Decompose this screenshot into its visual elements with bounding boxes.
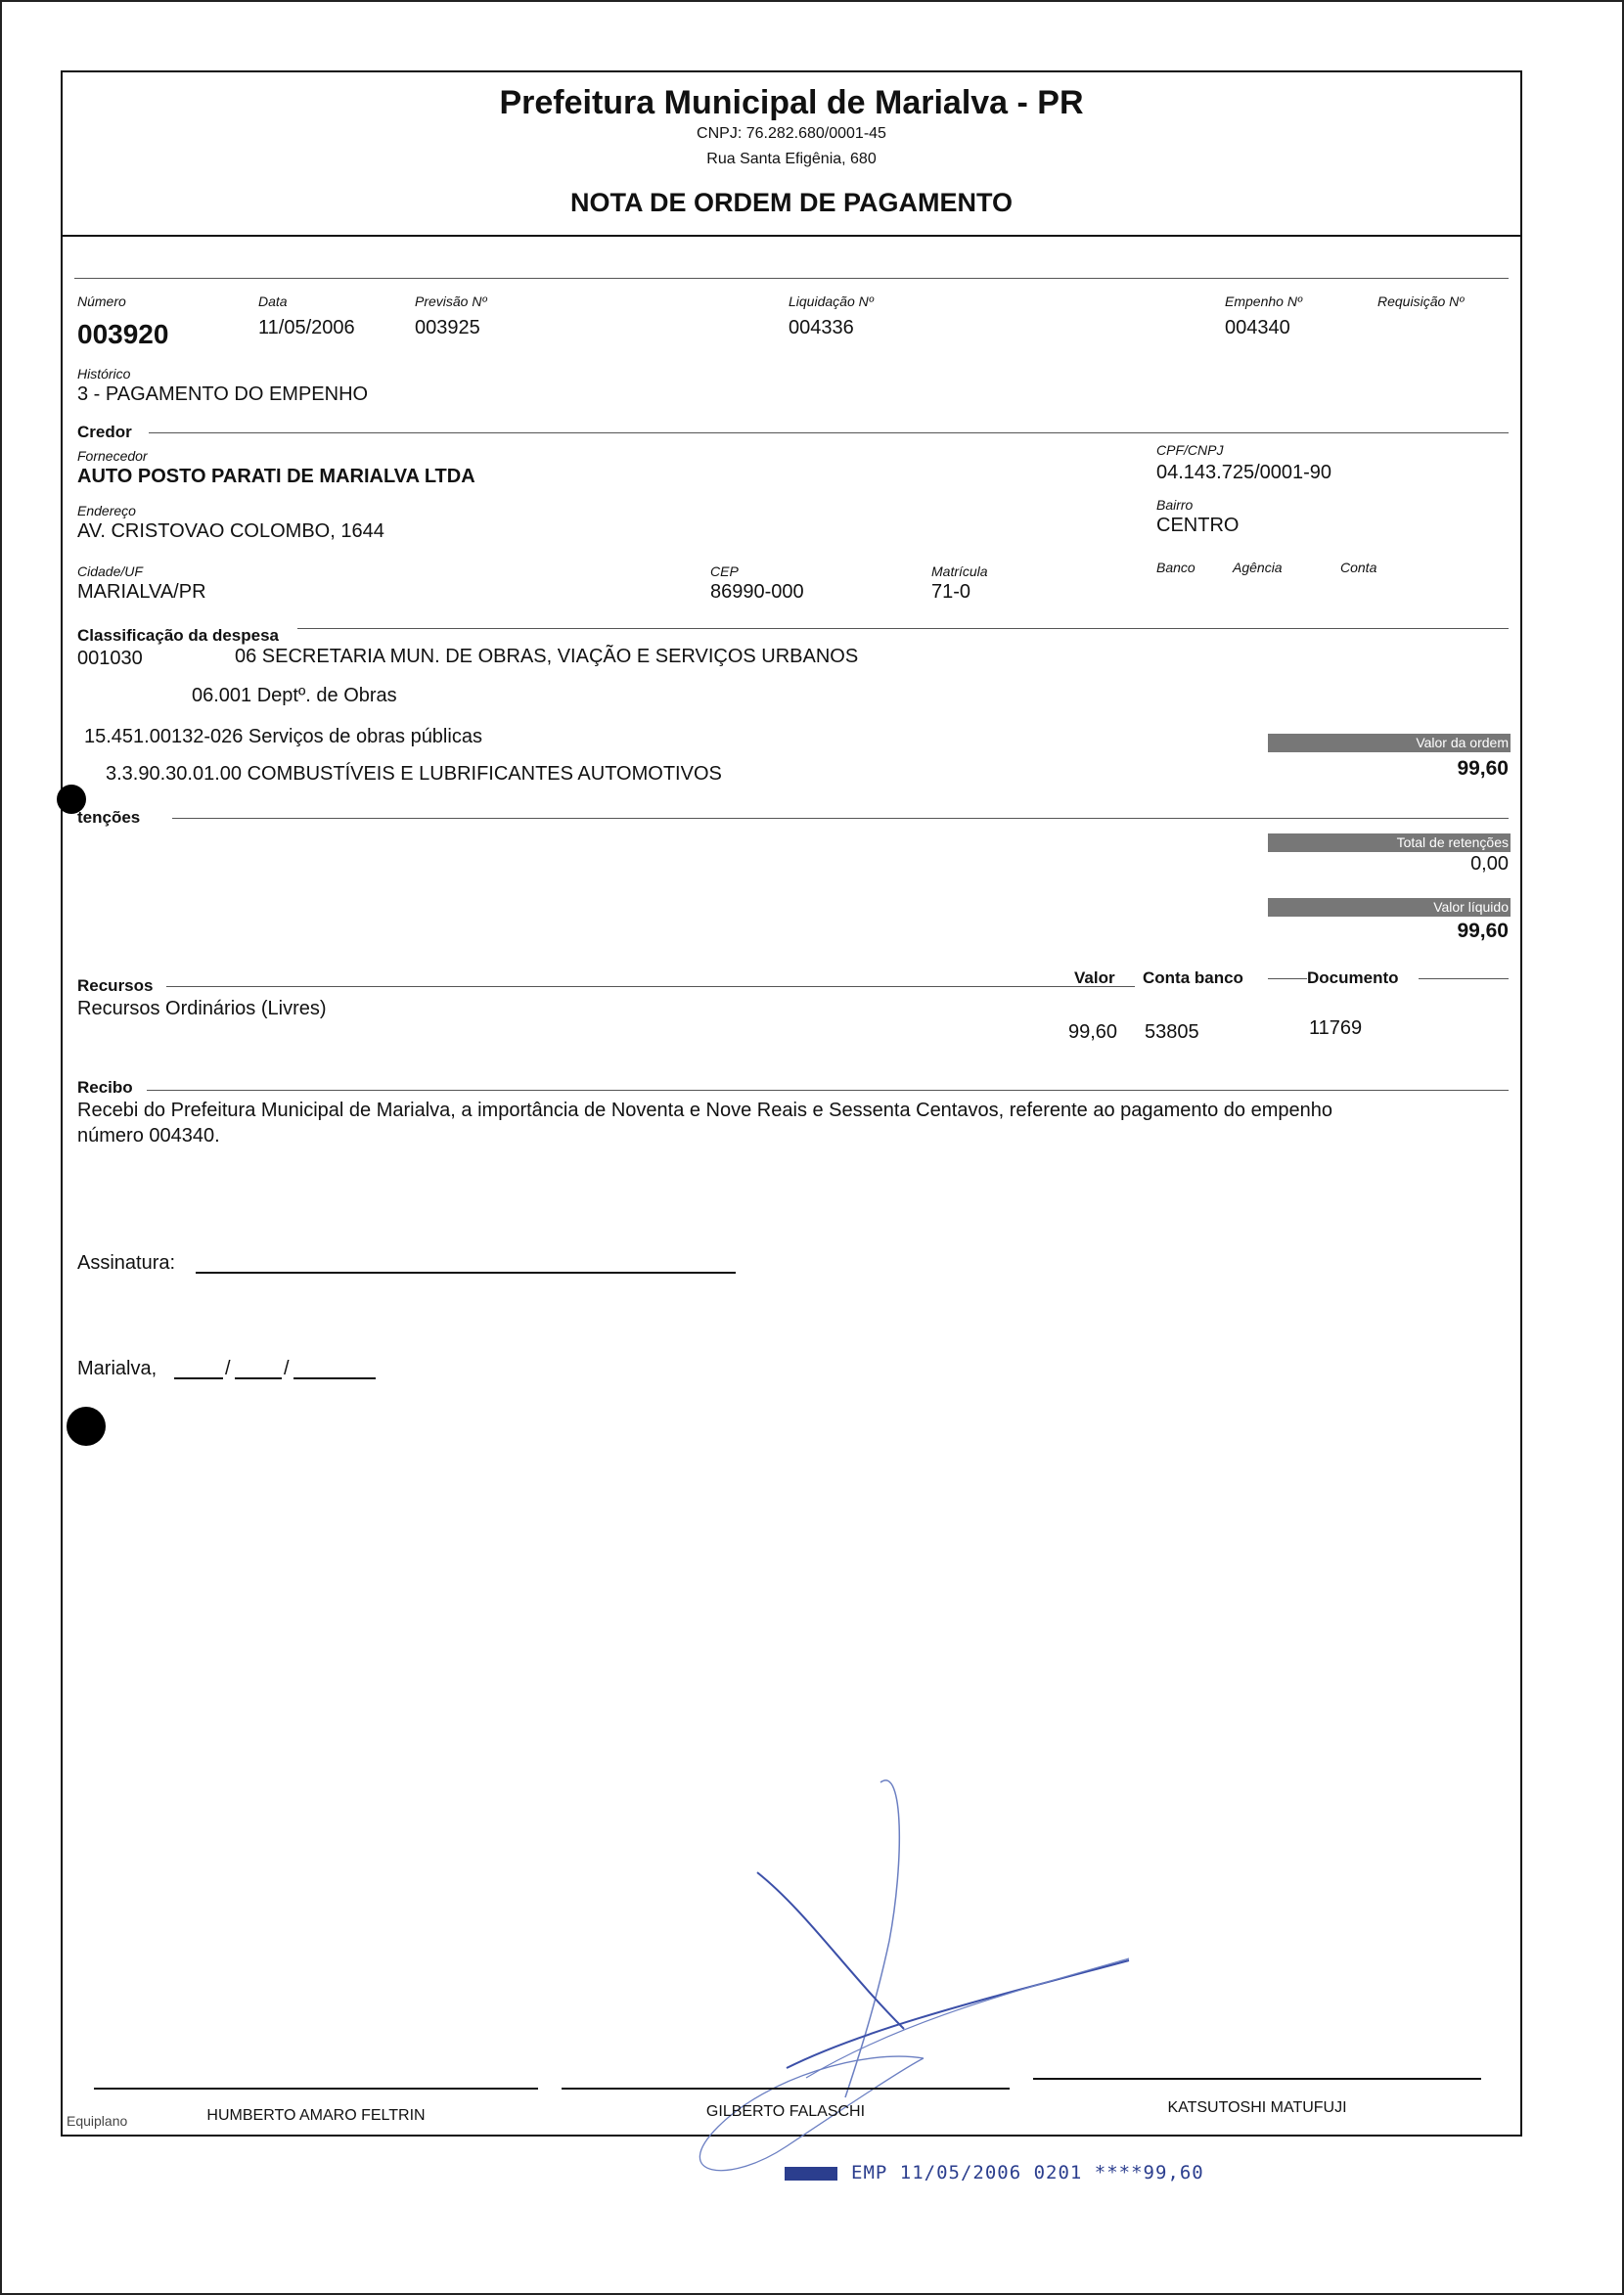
- local-data-label: Marialva,: [77, 1358, 158, 1379]
- recursos-conta-header: Conta banco: [1143, 968, 1243, 987]
- signature-line-1: [94, 2088, 538, 2090]
- bairro-value: CENTRO: [1156, 515, 1240, 536]
- recursos-section-title: Recursos: [77, 976, 154, 995]
- recursos-conta: 53805: [1145, 1021, 1199, 1043]
- cep-value: 86990-000: [710, 581, 804, 603]
- fornecedor-label: Fornecedor: [77, 448, 148, 464]
- agencia-label: Agência: [1233, 560, 1283, 575]
- data-value: 11/05/2006: [258, 317, 355, 338]
- signature-line-2: [562, 2088, 1010, 2090]
- fornecedor-value: AUTO POSTO PARATI DE MARIALVA LTDA: [77, 466, 475, 487]
- cidade-label: Cidade/UF: [77, 563, 143, 579]
- credor-rule: [149, 432, 1509, 433]
- assinatura-line[interactable]: [196, 1272, 736, 1274]
- cidade-value: MARIALVA/PR: [77, 581, 206, 603]
- year-line[interactable]: [293, 1377, 376, 1379]
- date-slash-1: /: [225, 1358, 231, 1379]
- retencoes-rule: [172, 818, 1509, 819]
- signature-line-3: [1033, 2078, 1481, 2080]
- stamp-logo-icon: [785, 2167, 837, 2181]
- classificacao-rule: [297, 628, 1509, 629]
- numero-label: Número: [77, 293, 126, 309]
- requisicao-label: Requisição Nº: [1377, 293, 1465, 309]
- data-label: Data: [258, 293, 288, 309]
- recursos-documento-header: Documento: [1307, 968, 1399, 987]
- signatory-3: KATSUTOSHI MATUFUJI: [1167, 2099, 1347, 2116]
- cep-label: CEP: [710, 563, 739, 579]
- total-retencoes-label: Total de retenções: [1268, 833, 1511, 852]
- conta-label: Conta: [1340, 560, 1377, 575]
- date-slash-2: /: [284, 1358, 290, 1379]
- programa-line: 15.451.00132-026 Serviços de obras públicas: [84, 726, 482, 747]
- recursos-rule: [166, 986, 1135, 987]
- matricula-label: Matrícula: [931, 563, 988, 579]
- liquidacao-value: 004336: [789, 317, 854, 338]
- recursos-gap-rule: [1268, 978, 1307, 979]
- liquidacao-label: Liquidação Nº: [789, 293, 874, 309]
- recursos-valor: 99,60: [1068, 1021, 1118, 1043]
- bairro-label: Bairro: [1156, 497, 1194, 513]
- address-line: Rua Santa Efigênia, 680: [706, 151, 877, 167]
- endereco-value: AV. CRISTOVAO COLOMBO, 1644: [77, 520, 384, 542]
- matricula-value: 71-0: [931, 581, 971, 603]
- recursos-valor-header: Valor: [1074, 968, 1115, 987]
- valor-liquido-value: 99,60: [1457, 920, 1509, 942]
- departamento-line: 06.001 Deptº. de Obras: [192, 685, 397, 706]
- cpf-label: CPF/CNPJ: [1156, 442, 1224, 458]
- recibo-section-title: Recibo: [77, 1078, 133, 1097]
- valor-ordem-label: Valor da ordem: [1268, 734, 1511, 752]
- signatory-2: GILBERTO FALASCHI: [705, 2103, 866, 2120]
- recursos-end-rule: [1419, 978, 1509, 979]
- recursos-descricao: Recursos Ordinários (Livres): [77, 998, 327, 1019]
- stamp-text: EMP 11/05/2006 0201 ****99,60: [851, 2162, 1204, 2183]
- cpf-value: 04.143.725/0001-90: [1156, 462, 1332, 483]
- previsao-value: 003925: [415, 317, 480, 338]
- punch-hole-mark: [67, 1407, 106, 1446]
- cnpj-line: CNPJ: 76.282.680/0001-45: [697, 125, 886, 142]
- valor-ordem-value: 99,60: [1457, 757, 1509, 780]
- numero-value: 003920: [77, 319, 169, 349]
- historico-value: 3 - PAGAMENTO DO EMPENHO: [77, 383, 369, 405]
- previsao-label: Previsão Nº: [415, 293, 487, 309]
- system-name: Equiplano: [67, 2113, 128, 2129]
- empenho-label: Empenho Nº: [1225, 293, 1303, 309]
- month-line[interactable]: [235, 1377, 282, 1379]
- banco-label: Banco: [1156, 560, 1195, 575]
- recibo-rule: [147, 1090, 1509, 1091]
- handwritten-signature: [610, 1775, 1158, 2205]
- endereco-label: Endereço: [77, 503, 136, 518]
- document-frame: [61, 70, 1522, 2137]
- classificacao-code: 001030: [77, 648, 143, 669]
- secretaria-line: 06 SECRETARIA MUN. DE OBRAS, VIAÇÃO E SERVIÇOS URBANOS: [235, 646, 859, 667]
- credor-section-title: Credor: [77, 423, 132, 441]
- recibo-text-line1: Recebi do Prefeitura Municipal de Marialva, a importância de Noventa e Nove Reais e Sessenta Centavos, referente ao pagamento do empenho: [77, 1100, 1332, 1121]
- municipality-title: Prefeitura Municipal de Marialva - PR: [499, 84, 1084, 121]
- valor-liquido-label: Valor líquido: [1268, 898, 1511, 917]
- assinatura-label: Assinatura:: [77, 1252, 176, 1274]
- historico-label: Histórico: [77, 366, 131, 382]
- total-retencoes-value: 0,00: [1470, 853, 1509, 875]
- classificacao-section-title: Classificação da despesa: [77, 626, 280, 645]
- top-rule: [74, 278, 1509, 279]
- document-title: NOTA DE ORDEM DE PAGAMENTO: [569, 188, 1013, 217]
- day-line[interactable]: [174, 1377, 223, 1379]
- header-divider: [63, 235, 1520, 237]
- empenho-value: 004340: [1225, 317, 1290, 338]
- retencoes-section-title: tenções: [77, 808, 141, 827]
- recibo-text-line2: número 004340.: [77, 1125, 220, 1147]
- elemento-line: 3.3.90.30.01.00 COMBUSTÍVEIS E LUBRIFICANTES AUTOMOTIVOS: [106, 763, 722, 785]
- recursos-documento: 11769: [1309, 1017, 1363, 1039]
- bank-stamp: [785, 2162, 1204, 2183]
- signatory-1: HUMBERTO AMARO FELTRIN: [206, 2107, 426, 2124]
